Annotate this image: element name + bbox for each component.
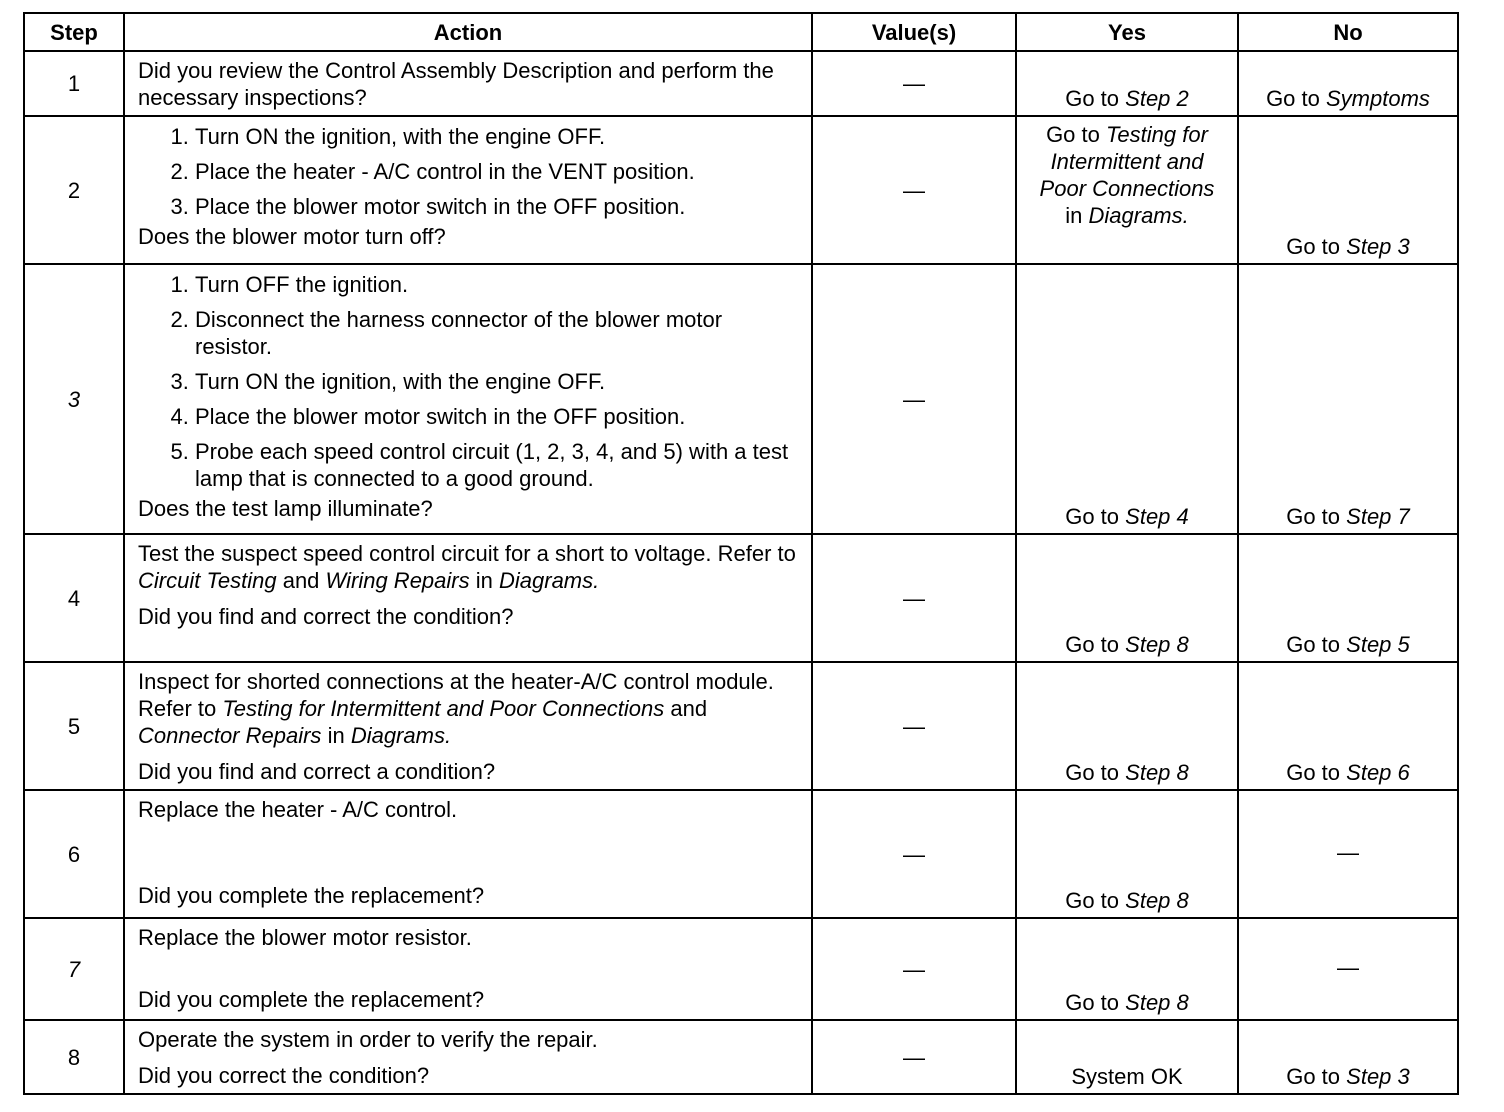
no-prefix: Go to: [1286, 1064, 1341, 1089]
step-number: 1: [24, 51, 124, 116]
no-cell: —: [1238, 918, 1458, 1020]
step-number: 4: [24, 534, 124, 662]
step-number: 6: [24, 790, 124, 918]
action-question: Did you complete the replacement?: [138, 883, 485, 908]
no-target-link[interactable]: Step 6: [1346, 760, 1410, 785]
table-row: [24, 790, 1458, 918]
action-list: [138, 123, 803, 220]
yes-in-text: in: [1065, 203, 1083, 228]
yes-target-link[interactable]: Step 2: [1125, 86, 1189, 111]
yes-prefix: Go to: [1046, 122, 1100, 147]
action-question: Did you find and correct the condition?: [138, 604, 514, 629]
no-cell: [1238, 534, 1458, 662]
yes-target-link[interactable]: Testing for: [1106, 122, 1208, 147]
diagnostic-table: [23, 12, 1459, 1095]
no-prefix: Go to: [1286, 632, 1341, 657]
yes-target-link[interactable]: Step 4: [1125, 504, 1189, 529]
yes-prefix: Go to: [1065, 86, 1120, 111]
reference-link[interactable]: Circuit Testing: [138, 568, 277, 593]
action-cell: [124, 662, 812, 790]
yes-result: System OK: [1071, 1064, 1183, 1089]
yes-cell: [1016, 1020, 1238, 1094]
value-cell: —: [812, 264, 1016, 534]
action-cell: [124, 51, 812, 116]
no-prefix: Go to: [1286, 760, 1341, 785]
action-question: Did you complete the replacement?: [138, 987, 485, 1012]
table-row: [24, 1020, 1458, 1094]
reference-link[interactable]: Diagrams.: [499, 568, 600, 593]
step-number: 3: [24, 264, 124, 534]
yes-target-link[interactable]: Step 8: [1125, 760, 1189, 785]
action-cell: [124, 1020, 812, 1094]
value-cell: —: [812, 534, 1016, 662]
action-list-item: 1. Turn OFF the ignition.: [195, 271, 803, 298]
value-cell: —: [812, 1020, 1016, 1094]
no-target-link[interactable]: Step 5: [1346, 632, 1410, 657]
action-cell: [124, 790, 812, 918]
yes-cell: [1016, 534, 1238, 662]
table-row: [24, 116, 1458, 264]
no-target-link[interactable]: Step 3: [1346, 234, 1410, 259]
action-list-item: 1. Turn ON the ignition, with the engine OFF.: [195, 123, 803, 150]
no-prefix: Go to: [1286, 504, 1341, 529]
header-action: Action: [124, 13, 812, 51]
yes-diagrams-link[interactable]: Diagrams.: [1088, 203, 1189, 228]
action-question: Does the blower motor turn off?: [138, 224, 446, 249]
action-cell: [124, 116, 812, 264]
value-cell: —: [812, 790, 1016, 918]
no-target-link[interactable]: Symptoms: [1326, 86, 1430, 111]
yes-prefix: Go to: [1065, 632, 1120, 657]
no-cell: —: [1238, 790, 1458, 918]
action-text: Inspect for shorted connections at the heater-A/C control module. Refer to Testing for Intermittent and Poor Connections and Connector Repairs in Diagrams.: [138, 669, 774, 748]
action-list-item: 3. Turn ON the ignition, with the engine OFF.: [195, 368, 803, 395]
table-row: [24, 534, 1458, 662]
action-list-item: 2. Place the heater - A/C control in the VENT position.: [195, 158, 803, 185]
yes-cell: [1016, 116, 1238, 264]
action-list-item: 2. Disconnect the harness connector of the blower motor resistor.: [195, 306, 803, 360]
yes-cell: [1016, 51, 1238, 116]
no-prefix: Go to: [1286, 234, 1341, 259]
reference-link[interactable]: Testing for Intermittent and Poor Connections: [222, 696, 665, 721]
table-row: [24, 51, 1458, 116]
action-question: Did you correct the condition?: [138, 1063, 430, 1088]
no-cell: [1238, 116, 1458, 264]
value-cell: —: [812, 918, 1016, 1020]
header-step: Step: [24, 13, 124, 51]
action-text: Replace the blower motor resistor.: [138, 925, 472, 950]
action-cell: [124, 918, 812, 1020]
yes-target-link[interactable]: Step 8: [1125, 632, 1189, 657]
yes-cell: [1016, 918, 1238, 1020]
action-list: [138, 271, 803, 492]
reference-link[interactable]: Wiring Repairs: [325, 568, 470, 593]
action-list-item: 4. Place the blower motor switch in the OFF position.: [195, 403, 803, 430]
action-list-item: 3. Place the blower motor switch in the OFF position.: [195, 193, 803, 220]
yes-prefix: Go to: [1065, 888, 1120, 913]
yes-line-1: [1017, 121, 1237, 148]
value-cell: —: [812, 662, 1016, 790]
table-row: [24, 662, 1458, 790]
table-row: [24, 918, 1458, 1020]
no-cell: [1238, 662, 1458, 790]
yes-cell: [1016, 790, 1238, 918]
yes-line-4: [1017, 202, 1237, 229]
step-number: 5: [24, 662, 124, 790]
no-cell: [1238, 264, 1458, 534]
step-number: 7: [24, 918, 124, 1020]
header-row: [24, 13, 1458, 51]
action-text: Operate the system in order to verify the repair.: [138, 1027, 598, 1052]
no-cell: [1238, 1020, 1458, 1094]
yes-target-link[interactable]: Step 8: [1125, 888, 1189, 913]
reference-link[interactable]: Diagrams.: [350, 723, 452, 748]
table-row: [24, 264, 1458, 534]
yes-line-2[interactable]: Intermittent and: [1050, 149, 1204, 174]
action-cell: [124, 534, 812, 662]
action-list-item: 5. Probe each speed control circuit (1, 2, 3, 4, and 5) with a test lamp that is connected to a good ground.: [195, 438, 803, 492]
reference-link[interactable]: Connector Repairs: [138, 723, 322, 748]
action-cell: [124, 264, 812, 534]
header-values: Value(s): [812, 13, 1016, 51]
action-question: Did you find and correct a condition?: [138, 759, 496, 784]
step-number: 2: [24, 116, 124, 264]
step-number: 8: [24, 1020, 124, 1094]
action-question: Does the test lamp illuminate?: [138, 496, 433, 521]
header-yes: Yes: [1016, 13, 1238, 51]
yes-cell: [1016, 662, 1238, 790]
value-cell: —: [812, 116, 1016, 264]
no-target-link[interactable]: Step 3: [1346, 1064, 1410, 1089]
no-target-link[interactable]: Step 7: [1346, 504, 1410, 529]
yes-prefix: Go to: [1065, 760, 1120, 785]
value-cell: —: [812, 51, 1016, 116]
yes-line-3[interactable]: Poor Connections: [1039, 176, 1215, 201]
yes-prefix: Go to: [1065, 504, 1120, 529]
action-text: Test the suspect speed control circuit for a short to voltage. Refer to Circuit Testing and Wiring Repairs in Diagrams.: [138, 541, 796, 593]
yes-cell: [1016, 264, 1238, 534]
yes-target-link[interactable]: Step 8: [1125, 990, 1189, 1015]
action-text: Did you review the Control Assembly Description and perform the necessary inspections?: [138, 58, 774, 110]
no-prefix: Go to: [1266, 86, 1320, 111]
header-no: No: [1238, 13, 1458, 51]
action-text: Replace the heater - A/C control.: [138, 797, 458, 822]
no-cell: [1238, 51, 1458, 116]
yes-prefix: Go to: [1065, 990, 1120, 1015]
